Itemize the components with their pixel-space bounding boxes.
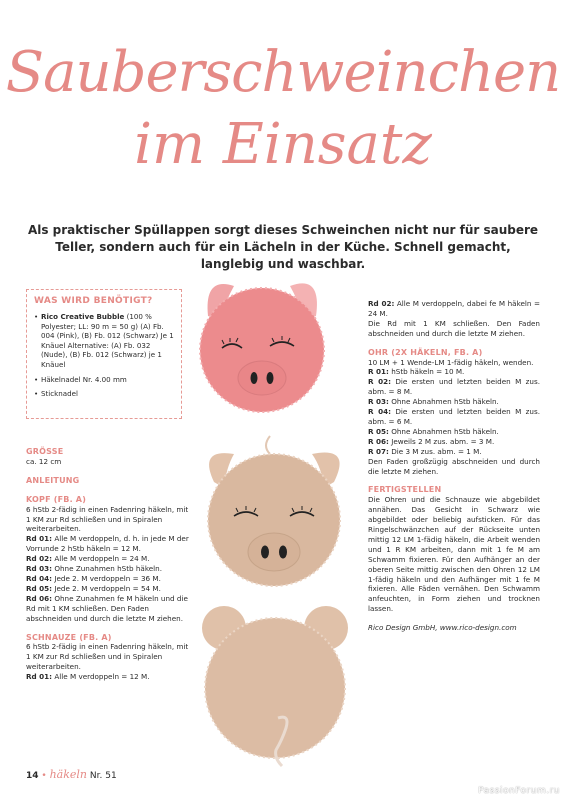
row-label: R 06: [368,436,389,446]
watermark: PassionForum.ru [478,786,560,796]
head-row [26,564,192,574]
snout-row [26,672,192,682]
page-title-line2: im Einsatz [134,112,432,177]
ear-row [368,397,540,407]
ear-row [368,367,540,377]
row-text: Jede 2. M verdoppeln = 36 M. [52,573,161,583]
row-text: hStb häkeln = 10 M. [388,367,465,377]
footer-bullet: • [41,771,47,781]
instructions-right-column [368,299,540,633]
ear-row [368,377,540,397]
nude-pig-face-image [184,432,362,592]
finish-heading: FERTIGSTELLEN [368,485,442,495]
pink-pig-image [186,268,338,416]
row-label: Rd 03: [26,564,53,574]
head-row [26,574,192,584]
head-row [26,534,192,554]
row-text: Die ersten und letzten beiden M zus. abm. = 6 M. [368,407,540,426]
row-text: Die ersten und letzten beiden M zus. abm. = 8 M. [368,377,540,397]
row-text: Ohne Abnahmen hStb häkeln. [388,397,499,407]
head-intro: 6 hStb 2-fädig in einen Fadenring häkeln, mit 1 KM zur Rd schließen und in Spiralen weiterarbeiten. [26,504,189,534]
ears-close: Den Faden großzügig abschneiden und durch die letzte M ziehen. [368,456,540,476]
row-text: Alle M verdoppeln = 12 M. [52,672,150,682]
magazine-name: häkeln [49,768,88,781]
ear-row [368,437,540,447]
row-text: Jeweils 2 M zus. abm. = 3 M. [388,436,495,446]
ear-row [368,447,540,457]
snout-row [368,299,540,319]
row-text: Ohne Zunahmen hStb häkeln. [52,564,162,574]
row-label: Rd 02: [368,299,395,308]
ear-row [368,427,540,437]
row-label: R 02: [368,377,391,387]
ears-intro: 10 LM + 1 Wende-LM 1-fädig häkeln, wenden. [368,357,534,367]
finish-text: Die Ohren und die Schnauze wie abgebildet annähen. Das Gesicht in Schwarz wie abgebildet oder beliebig aufsticken. Für das Ringelschwänzchen auf der Rückseite unten mittig 12 LM 1-fädig häkeln, die Arbeit wenden und 1 R KM arbeiten, dann mit 1 fe M am Schwamm fixieren. Für den Aufhänger an der oberen Seite mittig zwischen den Ohren 12 LM 1-fädig häkeln und den Aufhänger mit 1 fe M fixieren. Alle Fäden vernähen. Den Schwamm anfeuchten, in Form ziehen und trocknen lassen. [368,495,540,614]
head-row [26,554,192,564]
row-label: Rd 06: [26,593,53,603]
row-text: Alle M verdoppeln = 24 M. [52,554,150,564]
page-number: 14 [26,771,39,781]
row-label: R 04: [368,407,391,417]
yarn-name: Rico Creative Bubble [41,312,125,321]
ears-heading: OHR (2X HÄKELN, FB. A) [368,347,483,357]
credit: Rico Design GmbH, www.rico-design.com [368,623,517,633]
row-label: Rd 02: [26,554,53,564]
nude-pig-back-image [190,598,360,768]
instructions-left-column [26,447,192,682]
row-text: Jede 2. M verdoppeln = 54 M. [52,583,161,593]
materials-box [26,289,182,419]
row-text: Ohne Zunahmen fe M häkeln und die Rd mit 1 KM schließen. Den Faden abschneiden und durch die letzte M ziehen. [26,593,188,623]
row-label: R 01: [368,367,389,377]
snout-intro: 6 hStb 2-fädig in einen Fadenring häkeln, mit 1 KM zur Rd schließen und in Spiralen weiterarbeiten. [26,642,189,672]
materials-heading: WAS WIRD BENÖTIGT? [34,296,153,306]
materials-item-needle: • Sticknadel [34,389,175,399]
head-row [26,584,192,594]
issue-number: Nr. 51 [89,771,117,781]
yarn-details: (100 % Polyester; LL: 90 m = 50 g) (A) Fb. 004 (Pink), (B) Fb. 012 (Schwarz) Je 1 Knäuel Alternative: (A) Fb. 032 (Nude), (B) Fb. 012 (Schwarz) je 1 Knäuel [41,312,174,369]
row-text: Ohne Abnahmen hStb häkeln. [388,426,499,436]
row-label: Rd 01: [26,672,53,682]
materials-item-hook: • Häkelnadel Nr. 4.00 mm [34,375,175,385]
head-row [26,594,192,624]
row-text: Die 3 M zus. abm. = 1 M. [388,446,482,456]
instructions-heading: ANLEITUNG [26,475,80,485]
head-heading: KOPF (FB. A) [26,494,87,504]
page-title: Sauberschweinchen [5,40,561,105]
row-label: Rd 04: [26,573,53,583]
materials-item-yarn [34,312,175,370]
row-label: Rd 01: [26,534,53,544]
row-label: Rd 05: [26,583,53,593]
intro-text: Als praktischer Spüllappen sorgt dieses Schweinchen nicht nur für saubere Teller, sondern auch für ein Lächeln in der Küche. Schnell gemacht, langlebig und waschbar. [27,223,539,271]
row-label: R 05: [368,426,389,436]
row-text: Alle M verdoppeln, d. h. in jede M der Vorrunde 2 hStb häkeln = 12 M. [26,534,189,554]
row-text: Alle M verdoppeln, dabei fe M häkeln = 24 M. [368,299,541,318]
row-label: R 03: [368,397,389,407]
snout-heading: SCHNAUZE (FB. A) [26,632,112,642]
page-footer [26,768,117,781]
materials-list [34,312,175,399]
size-heading: GRÖSSE [26,447,64,456]
ear-row [368,407,540,427]
row-label: R 07: [368,446,389,456]
size-value: ca. 12 cm [26,456,62,466]
snout-close: Die Rd mit 1 KM schließen. Den Faden abschneiden und durch die letzte M ziehen. [368,318,540,338]
